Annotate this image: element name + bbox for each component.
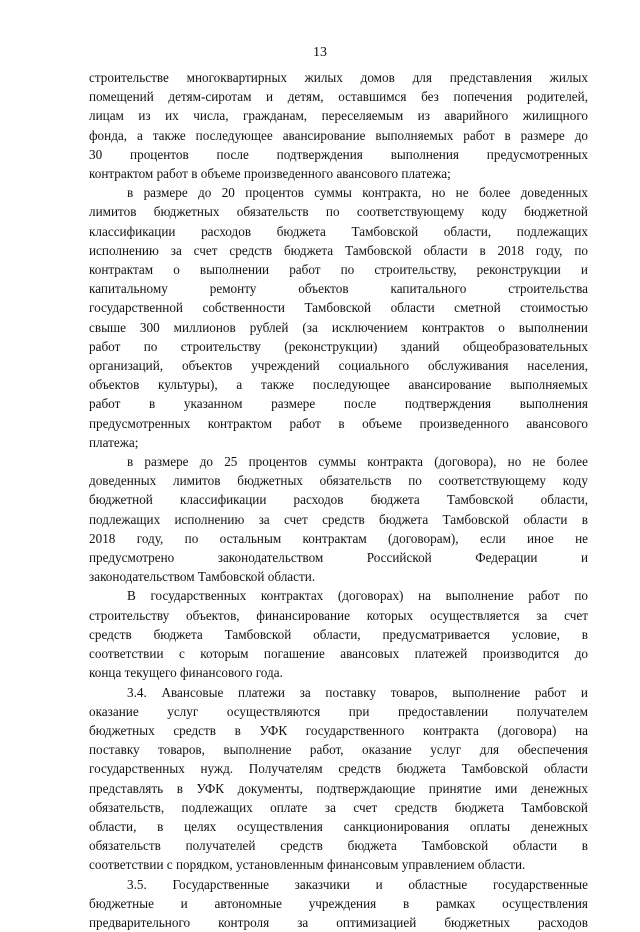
text-line: 2018 году, по остальным контрактам (договорам), если иное не [89, 530, 588, 546]
text-line: строительстве многоквартирных жилых домов для представления жилых [89, 70, 588, 85]
paragraph-advance-20-percent [89, 183, 588, 452]
text-line: бюджетных средств в УФК государственного контракта (договора) на [89, 722, 588, 738]
text-line: предусмотренных контрактом работ в объеме произведенного авансового [89, 415, 588, 431]
text-line: 30 процентов после подтверждения выполнения предусмотренных [89, 146, 588, 162]
text-line: 3.4. Авансовые платежи за поставку товаров, выполнение работ и [127, 684, 588, 700]
text-line: свыше 300 миллионов рублей (за исключением контрактов о выполнении [89, 319, 588, 335]
text-line: капитальному ремонту объектов капитального строительства [89, 281, 588, 297]
text-line: предварительного контроля за оптимизацией бюджетных расходов [89, 914, 588, 930]
text-line: подлежащих исполнению за счет средств бюджета Тамбовской области в [89, 511, 588, 527]
text-line: конца текущего финансового года. [89, 665, 283, 681]
paragraph-continuation [89, 68, 588, 183]
text-line: бюджетной классификации расходов бюджета Тамбовской области, [89, 492, 588, 508]
text-line: соответствии с которым погашение авансовых платежей производится до [89, 646, 588, 662]
page-number: 13 [313, 45, 327, 60]
text-line: в размере до 20 процентов суммы контракта, но не более доведенных [127, 185, 588, 201]
text-line: представлять в УФК документы, подтверждающие принятие ими денежных [89, 780, 588, 796]
text-line: организаций, объектов учреждений социального обслуживания населения, [89, 358, 588, 374]
text-line: В государственных контрактах (договорах) на выполнение работ по [127, 588, 588, 604]
body-text [89, 68, 588, 932]
text-line: области, в целях осуществления санкционирования оплаты денежных [89, 818, 588, 834]
paragraph-repayment-condition [89, 586, 588, 682]
text-line: обязательств получателей средств бюджета Тамбовской области в [89, 838, 588, 854]
text-line: исполнению за счет средств бюджета Тамбовской области в 2018 году, по [89, 242, 588, 258]
text-line: работ по строительству (реконструкции) зданий общеобразовательных [89, 338, 588, 354]
text-line: законодательством Тамбовской области. [89, 569, 316, 585]
text-line: соответствии с порядком, установленным финансовым управлением области. [89, 857, 526, 873]
text-line: государственных нужд. Получателям средств бюджета Тамбовской области [89, 761, 588, 777]
text-line: контрактам о выполнении работ по строительству, реконструкции и [89, 262, 588, 278]
paragraph-advance-25-percent [89, 452, 588, 586]
text-line: классификации расходов бюджета Тамбовской области, подлежащих [89, 223, 588, 239]
paragraph-clause-3-4 [89, 683, 588, 875]
text-line: 3.5. Государственные заказчики и областные государственные [127, 876, 588, 892]
text-line: объектов культуры), а также последующее авансирование выполняемых [89, 377, 588, 393]
text-line: бюджетные и автономные учреждения в рамках осуществления [89, 895, 588, 911]
text-line: строительству объектов, финансирование которых осуществляется за счет [89, 607, 588, 623]
text-line: предусмотрено законодательством Российской Федерации и [89, 550, 588, 566]
paragraph-clause-3-5 [89, 875, 588, 932]
text-line: поставку товаров, выполнение работ, оказание услуг для обеспечения [89, 742, 588, 758]
text-line: работ в указанном размере после подтверждения выполнения [89, 396, 588, 412]
text-line: оказание услуг осуществляются при предоставлении получателем [89, 703, 588, 719]
text-line: лимитов бюджетных обязательств по соответствующему коду бюджетной [89, 204, 588, 220]
text-line: фонда, а также последующее авансирование выполняемых работ в размере до [89, 127, 588, 143]
text-line: платежа; [89, 434, 139, 450]
text-line: контрактом работ в объеме произведенного авансового платежа; [89, 166, 451, 182]
text-line: в размере до 25 процентов суммы контракта (договора), но не более [127, 454, 588, 470]
text-line: лицам из их числа, гражданам, переселяемым из аварийного жилищного [89, 108, 588, 124]
text-line: помещений детям-сиротам и детям, оставшимся без попечения родителей, [89, 89, 588, 105]
text-line: доведенных лимитов бюджетных обязательств по соответствующему коду [89, 473, 588, 489]
text-line: государственной собственности Тамбовской области сметной стоимостью [89, 300, 588, 316]
text-line: обязательств, подлежащих оплате за счет средств бюджета Тамбовской [89, 799, 588, 815]
text-line: средств бюджета Тамбовской области, предусматривается условие, в [89, 626, 588, 642]
